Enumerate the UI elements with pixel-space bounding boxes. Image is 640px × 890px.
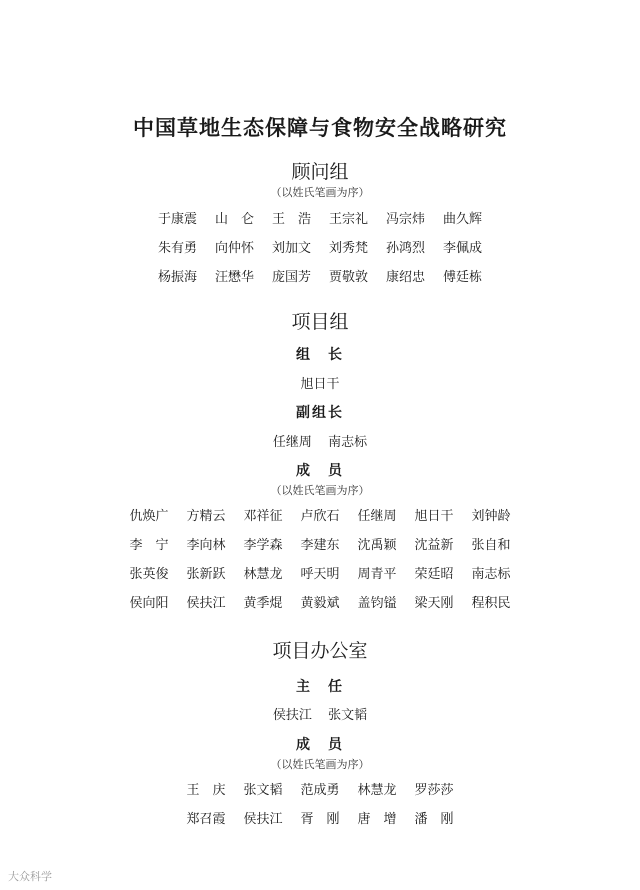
name-row — [0, 232, 640, 261]
person-name: 林慧龙 — [357, 783, 397, 798]
watermark-logo: 大众科学 — [8, 870, 52, 883]
person-name: 王宗礼 — [328, 212, 368, 227]
person-name: 梁天刚 — [414, 596, 454, 611]
leader-label: 组 长 — [296, 347, 344, 363]
person-name: 冯宗炜 — [385, 212, 425, 227]
person-name: 李向林 — [186, 538, 226, 553]
person-name: 张英俊 — [129, 567, 169, 582]
name-row — [0, 529, 640, 558]
person-name: 傅廷栋 — [442, 270, 482, 285]
name-row — [0, 774, 640, 803]
person-name: 黄毅斌 — [300, 596, 340, 611]
person-name: 罗莎莎 — [414, 783, 454, 798]
project-members-note: （以姓氏笔画为序） — [270, 484, 370, 497]
person-name: 卢欣石 — [300, 509, 340, 524]
person-name: 邓祥征 — [243, 509, 283, 524]
person-name: 张自和 — [471, 538, 511, 553]
person-name: 唐 增 — [357, 812, 397, 827]
name-row — [0, 587, 640, 616]
person-name: 康绍忠 — [385, 270, 425, 285]
person-name: 向仲怀 — [214, 241, 254, 256]
deputy-names — [0, 431, 640, 450]
name-row — [0, 500, 640, 529]
person-name: 沈禹颖 — [357, 538, 397, 553]
person-name: 郑召霞 — [186, 812, 226, 827]
director-name: 张文韬 — [328, 708, 368, 723]
person-name: 刘秀梵 — [328, 241, 368, 256]
deputy-name: 任继周 — [272, 435, 312, 450]
page-title: 中国草地生态保障与食物安全战略研究 — [133, 116, 507, 140]
name-row — [0, 558, 640, 587]
deputy-name: 南志标 — [328, 435, 368, 450]
office-members-note: （以姓氏笔画为序） — [270, 758, 370, 771]
advisors-list — [0, 203, 640, 290]
person-name: 程积民 — [471, 596, 511, 611]
director-label: 主 任 — [296, 679, 344, 695]
advisors-heading: 顾问组 — [291, 161, 349, 183]
person-name: 刘加文 — [271, 241, 311, 256]
name-row — [0, 261, 640, 290]
person-name: 孙鸿烈 — [385, 241, 425, 256]
person-name: 侯扶江 — [243, 812, 283, 827]
person-name: 山 仑 — [214, 212, 254, 227]
person-name: 任继周 — [357, 509, 397, 524]
person-name: 贾敬敦 — [328, 270, 368, 285]
person-name: 周青平 — [357, 567, 397, 582]
person-name: 黄季焜 — [243, 596, 283, 611]
name-row — [0, 203, 640, 232]
person-name: 李学森 — [243, 538, 283, 553]
director-names — [0, 704, 640, 723]
person-name: 张新跃 — [186, 567, 226, 582]
person-name: 旭日干 — [414, 509, 454, 524]
person-name: 方精云 — [186, 509, 226, 524]
person-name: 侯扶江 — [186, 596, 226, 611]
name-row — [0, 803, 640, 832]
deputy-label: 副组长 — [296, 405, 344, 421]
person-name: 盖钧镒 — [357, 596, 397, 611]
person-name: 于康震 — [157, 212, 197, 227]
person-name: 南志标 — [471, 567, 511, 582]
project-members-label: 成 员 — [296, 463, 344, 479]
person-name: 仇焕广 — [129, 509, 169, 524]
person-name: 李建东 — [300, 538, 340, 553]
director-name: 侯扶江 — [272, 708, 312, 723]
person-name: 胥 刚 — [300, 812, 340, 827]
person-name: 张文韬 — [243, 783, 283, 798]
person-name: 庞国芳 — [271, 270, 311, 285]
person-name: 曲久辉 — [442, 212, 482, 227]
person-name: 杨振海 — [157, 270, 197, 285]
project-members-list — [0, 500, 640, 616]
person-name: 呼天明 — [300, 567, 340, 582]
office-members-list — [0, 774, 640, 832]
person-name: 朱有勇 — [157, 241, 197, 256]
person-name: 王 庆 — [186, 783, 226, 798]
person-name: 李佩成 — [442, 241, 482, 256]
leader-name — [0, 373, 640, 392]
person-name: 汪懋华 — [214, 270, 254, 285]
project-heading: 项目组 — [291, 311, 349, 333]
person-name: 刘钟龄 — [471, 509, 511, 524]
person-name: 李 宁 — [129, 538, 169, 553]
office-heading: 项目办公室 — [272, 640, 368, 662]
person-name: 侯向阳 — [129, 596, 169, 611]
person-name: 林慧龙 — [243, 567, 283, 582]
leader-name-text: 旭日干 — [300, 377, 340, 392]
person-name: 王 浩 — [271, 212, 311, 227]
person-name: 沈益新 — [414, 538, 454, 553]
person-name: 荣廷昭 — [414, 567, 454, 582]
person-name: 潘 刚 — [414, 812, 454, 827]
person-name: 范成勇 — [300, 783, 340, 798]
advisors-note: （以姓氏笔画为序） — [270, 186, 370, 199]
office-members-label: 成 员 — [296, 737, 344, 753]
